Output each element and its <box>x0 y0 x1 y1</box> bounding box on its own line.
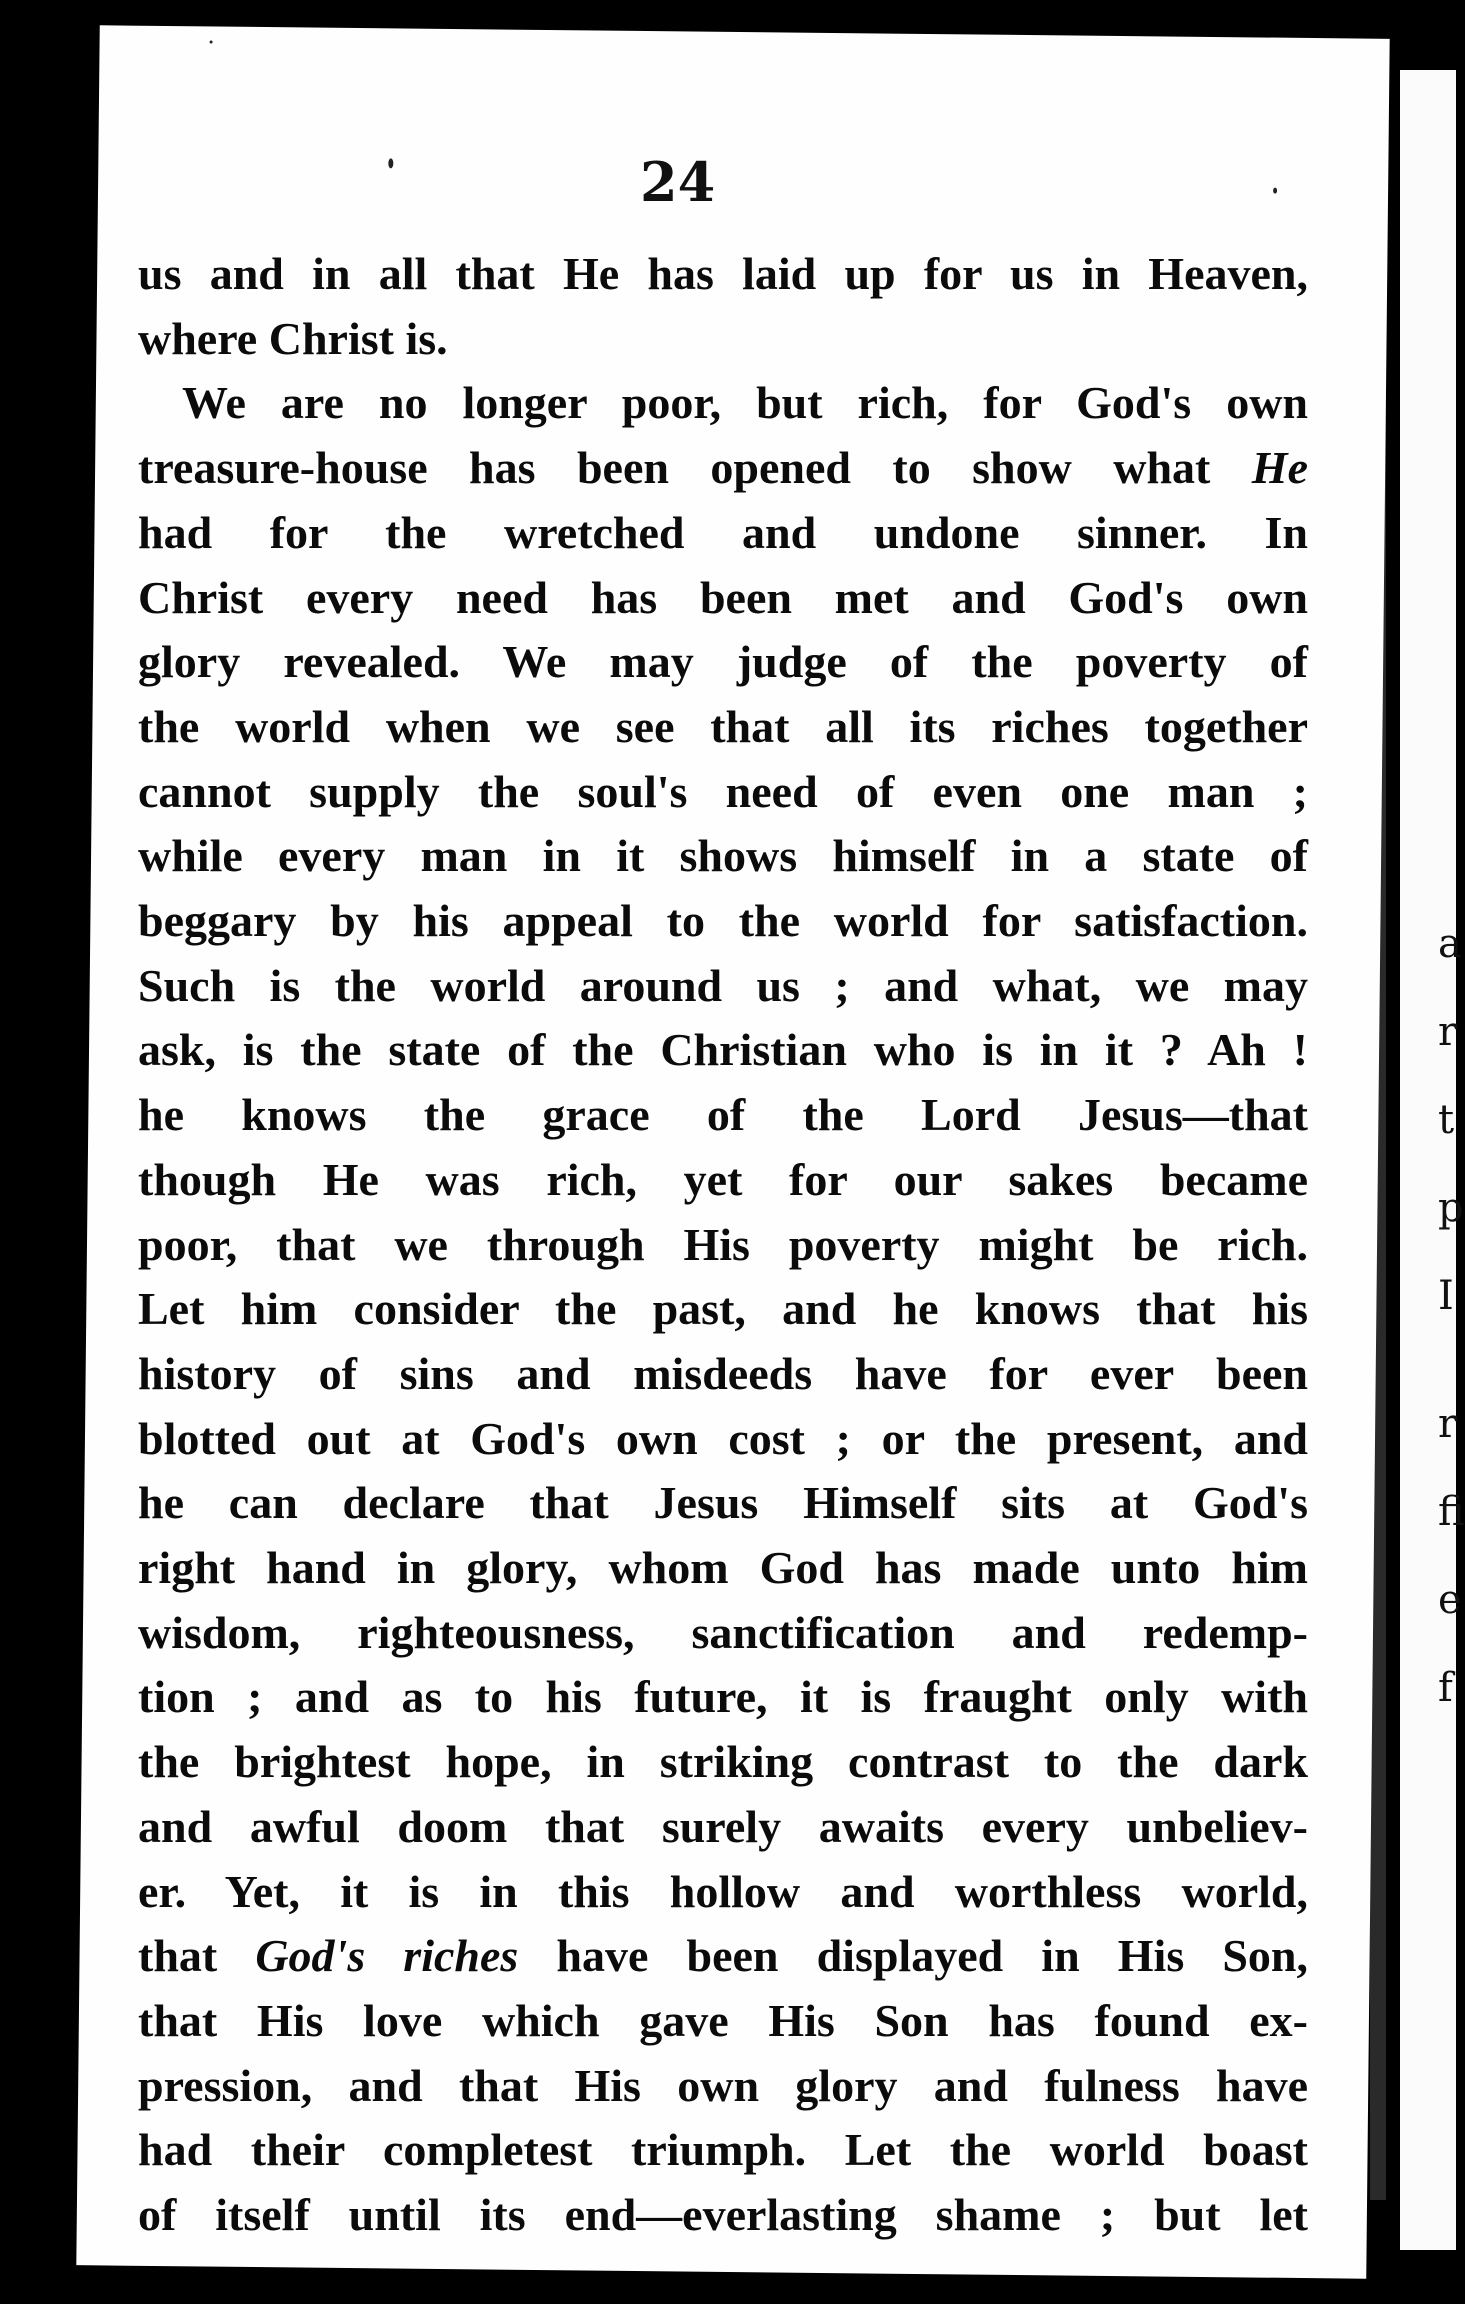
text-line: while every man in it shows himself in a state of <box>138 830 1308 882</box>
emphasis-gods-riches: God's riches <box>255 1930 519 1982</box>
text-line: Such is the world around us ; and what, we may <box>138 959 1308 1011</box>
text-line: ask, is the state of the Christian who is in it ? Ah ! <box>138 1024 1308 1076</box>
text-line: treasure-house has been opened to show what He <box>138 442 1308 494</box>
text-line: Christ every need has been met and God's own <box>138 571 1308 623</box>
text-line: had their completest triumph. Let the world boast <box>138 2124 1308 2176</box>
adjacent-letter: r <box>1438 1009 1458 1055</box>
text-line: er. Yet, it is in this hollow and worthless world, <box>138 1865 1308 1917</box>
adjacent-page-letters <box>1438 900 1465 1732</box>
text-line: that His love which gave His Son has found ex- <box>138 1994 1308 2046</box>
body-text <box>138 242 1308 2248</box>
text-line: the brightest hope, in striking contrast to the dark <box>138 1736 1308 1788</box>
text-line: where Christ is. <box>138 312 448 364</box>
text-line: of itself until its end—everlasting shame ; but let <box>138 2189 1308 2241</box>
emphasis-he: He <box>1251 442 1308 494</box>
adjacent-letter: I <box>1438 1273 1454 1319</box>
adjacent-letter: fi <box>1438 1489 1465 1535</box>
adjacent-letter: r <box>1438 1401 1458 1447</box>
text-line: wisdom, righteousness, sanctification and redemp- <box>138 1606 1308 1658</box>
text-line: that God's riches have been displayed in His Son, <box>138 1930 1308 1982</box>
text-line: right hand in glory, whom God has made unto him <box>138 1542 1308 1594</box>
text-line: and awful doom that surely awaits every unbeliev- <box>138 1800 1308 1852</box>
adjacent-letter: t <box>1438 1097 1455 1143</box>
paragraph-1 <box>138 242 1308 371</box>
adjacent-letter: p <box>1438 1185 1464 1231</box>
adjacent-letter: a <box>1438 921 1462 967</box>
text-line: though He was rich, yet for our sakes became <box>138 1153 1308 1205</box>
ink-speck <box>1273 188 1277 194</box>
page-number: 24 <box>640 150 716 214</box>
text-line: had for the wretched and undone sinner. In <box>138 506 1308 558</box>
text-line: us and in all that He has laid up for us in Heaven, <box>138 248 1308 299</box>
text-line: cannot supply the soul's need of even one man ; <box>138 765 1308 817</box>
text-line: he can declare that Jesus Himself sits at God's <box>138 1477 1308 1529</box>
text-line: he knows the grace of the Lord Jesus—that <box>138 1089 1308 1141</box>
ink-speck <box>210 40 213 43</box>
paragraph-2 <box>138 371 1308 2247</box>
text-line: the world when we see that all its riches together <box>138 700 1308 752</box>
adjacent-letter: f <box>1438 1665 1453 1711</box>
text-line: Let him consider the past, and he knows that his <box>138 1283 1308 1335</box>
text-line: glory revealed. We may judge of the poverty of <box>138 636 1308 688</box>
text-line: tion ; and as to his future, it is fraught only with <box>138 1671 1308 1723</box>
adjacent-letter: e <box>1438 1577 1462 1623</box>
text-line: history of sins and misdeeds have for ever been <box>138 1347 1308 1399</box>
text-line: poor, that we through His poverty might be rich. <box>138 1218 1308 1270</box>
text-line: pression, and that His own glory and fulness have <box>138 2059 1308 2111</box>
text-line: beggary by his appeal to the world for satisfaction. <box>138 895 1308 947</box>
text-line: We are no longer poor, but rich, for God's own <box>182 377 1308 429</box>
text-line: blotted out at God's own cost ; or the present, and <box>138 1412 1308 1464</box>
ink-speck <box>388 158 393 168</box>
